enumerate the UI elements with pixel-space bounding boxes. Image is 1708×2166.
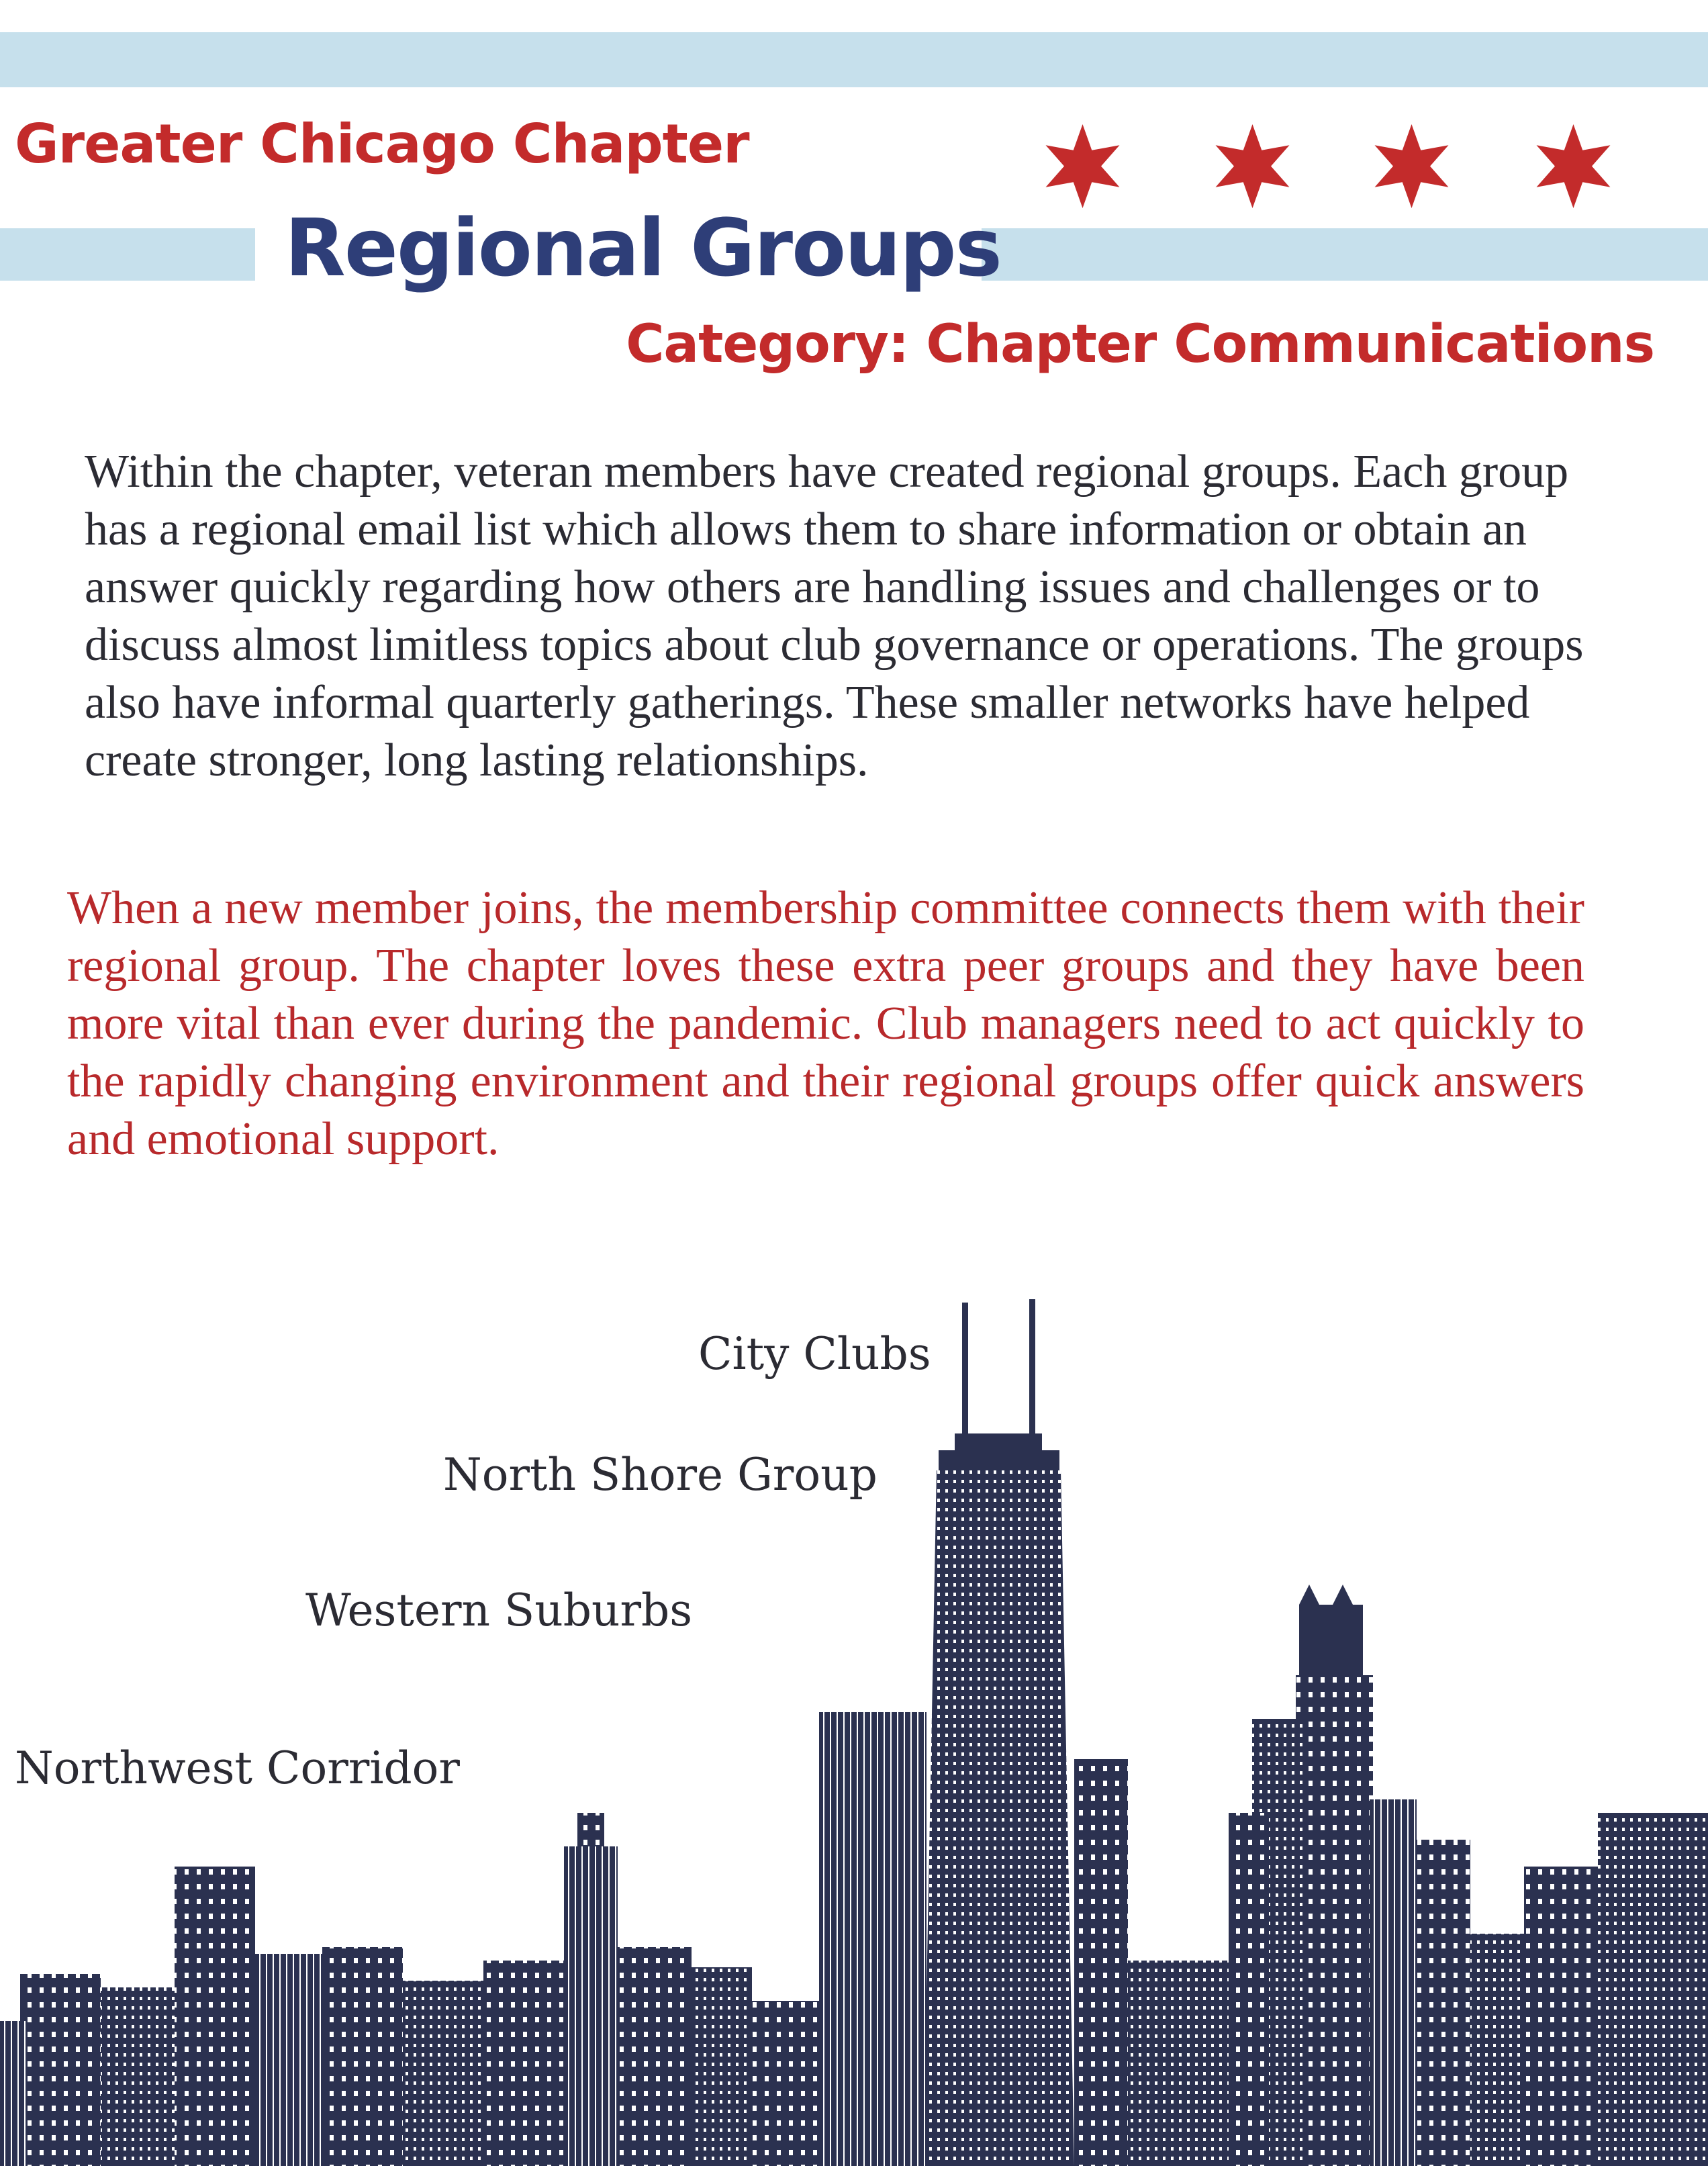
flag-stripe-top [0, 32, 1708, 87]
flag-stripe-left [0, 228, 255, 281]
star-icon [1531, 124, 1615, 208]
region-label-city-clubs: City Clubs [698, 1328, 931, 1380]
category-label: Category: Chapter Communications [626, 314, 1654, 375]
new-member-paragraph: When a new member joins, the membership committee connects them with their regional group. The chapter loves these extra peer groups and they have been more vital than ever during the pandemic. Club managers need to act quickly to the rapidly changing environment and their regional groups offer quick answers and emotional support. [67, 882, 1584, 1165]
flag-stripe-right [982, 228, 1708, 281]
star-icon [1370, 124, 1454, 208]
star-icon [1041, 124, 1125, 208]
page-title: Regional Groups [285, 201, 1001, 294]
chapter-title: Greater Chicago Chapter [15, 113, 749, 175]
chicago-skyline-illustration [0, 1289, 1708, 2166]
star-icon [1211, 124, 1294, 208]
region-label-north-shore: North Shore Group [443, 1449, 877, 1501]
intro-paragraph: Within the chapter, veteran members have created regional groups. Each group has a regional email list which allows them to share information or obtain an answer quickly regarding how others are handling issues and challenges or to discuss almost limitless topics about club governance or operations. The groups also have informal quarterly gatherings. These smaller networks have helped create stronger, long lasting relationships. [85, 446, 1584, 786]
region-label-western-suburbs: Western Suburbs [305, 1585, 693, 1636]
region-label-northwest-corridor: Northwest Corridor [15, 1742, 460, 1794]
